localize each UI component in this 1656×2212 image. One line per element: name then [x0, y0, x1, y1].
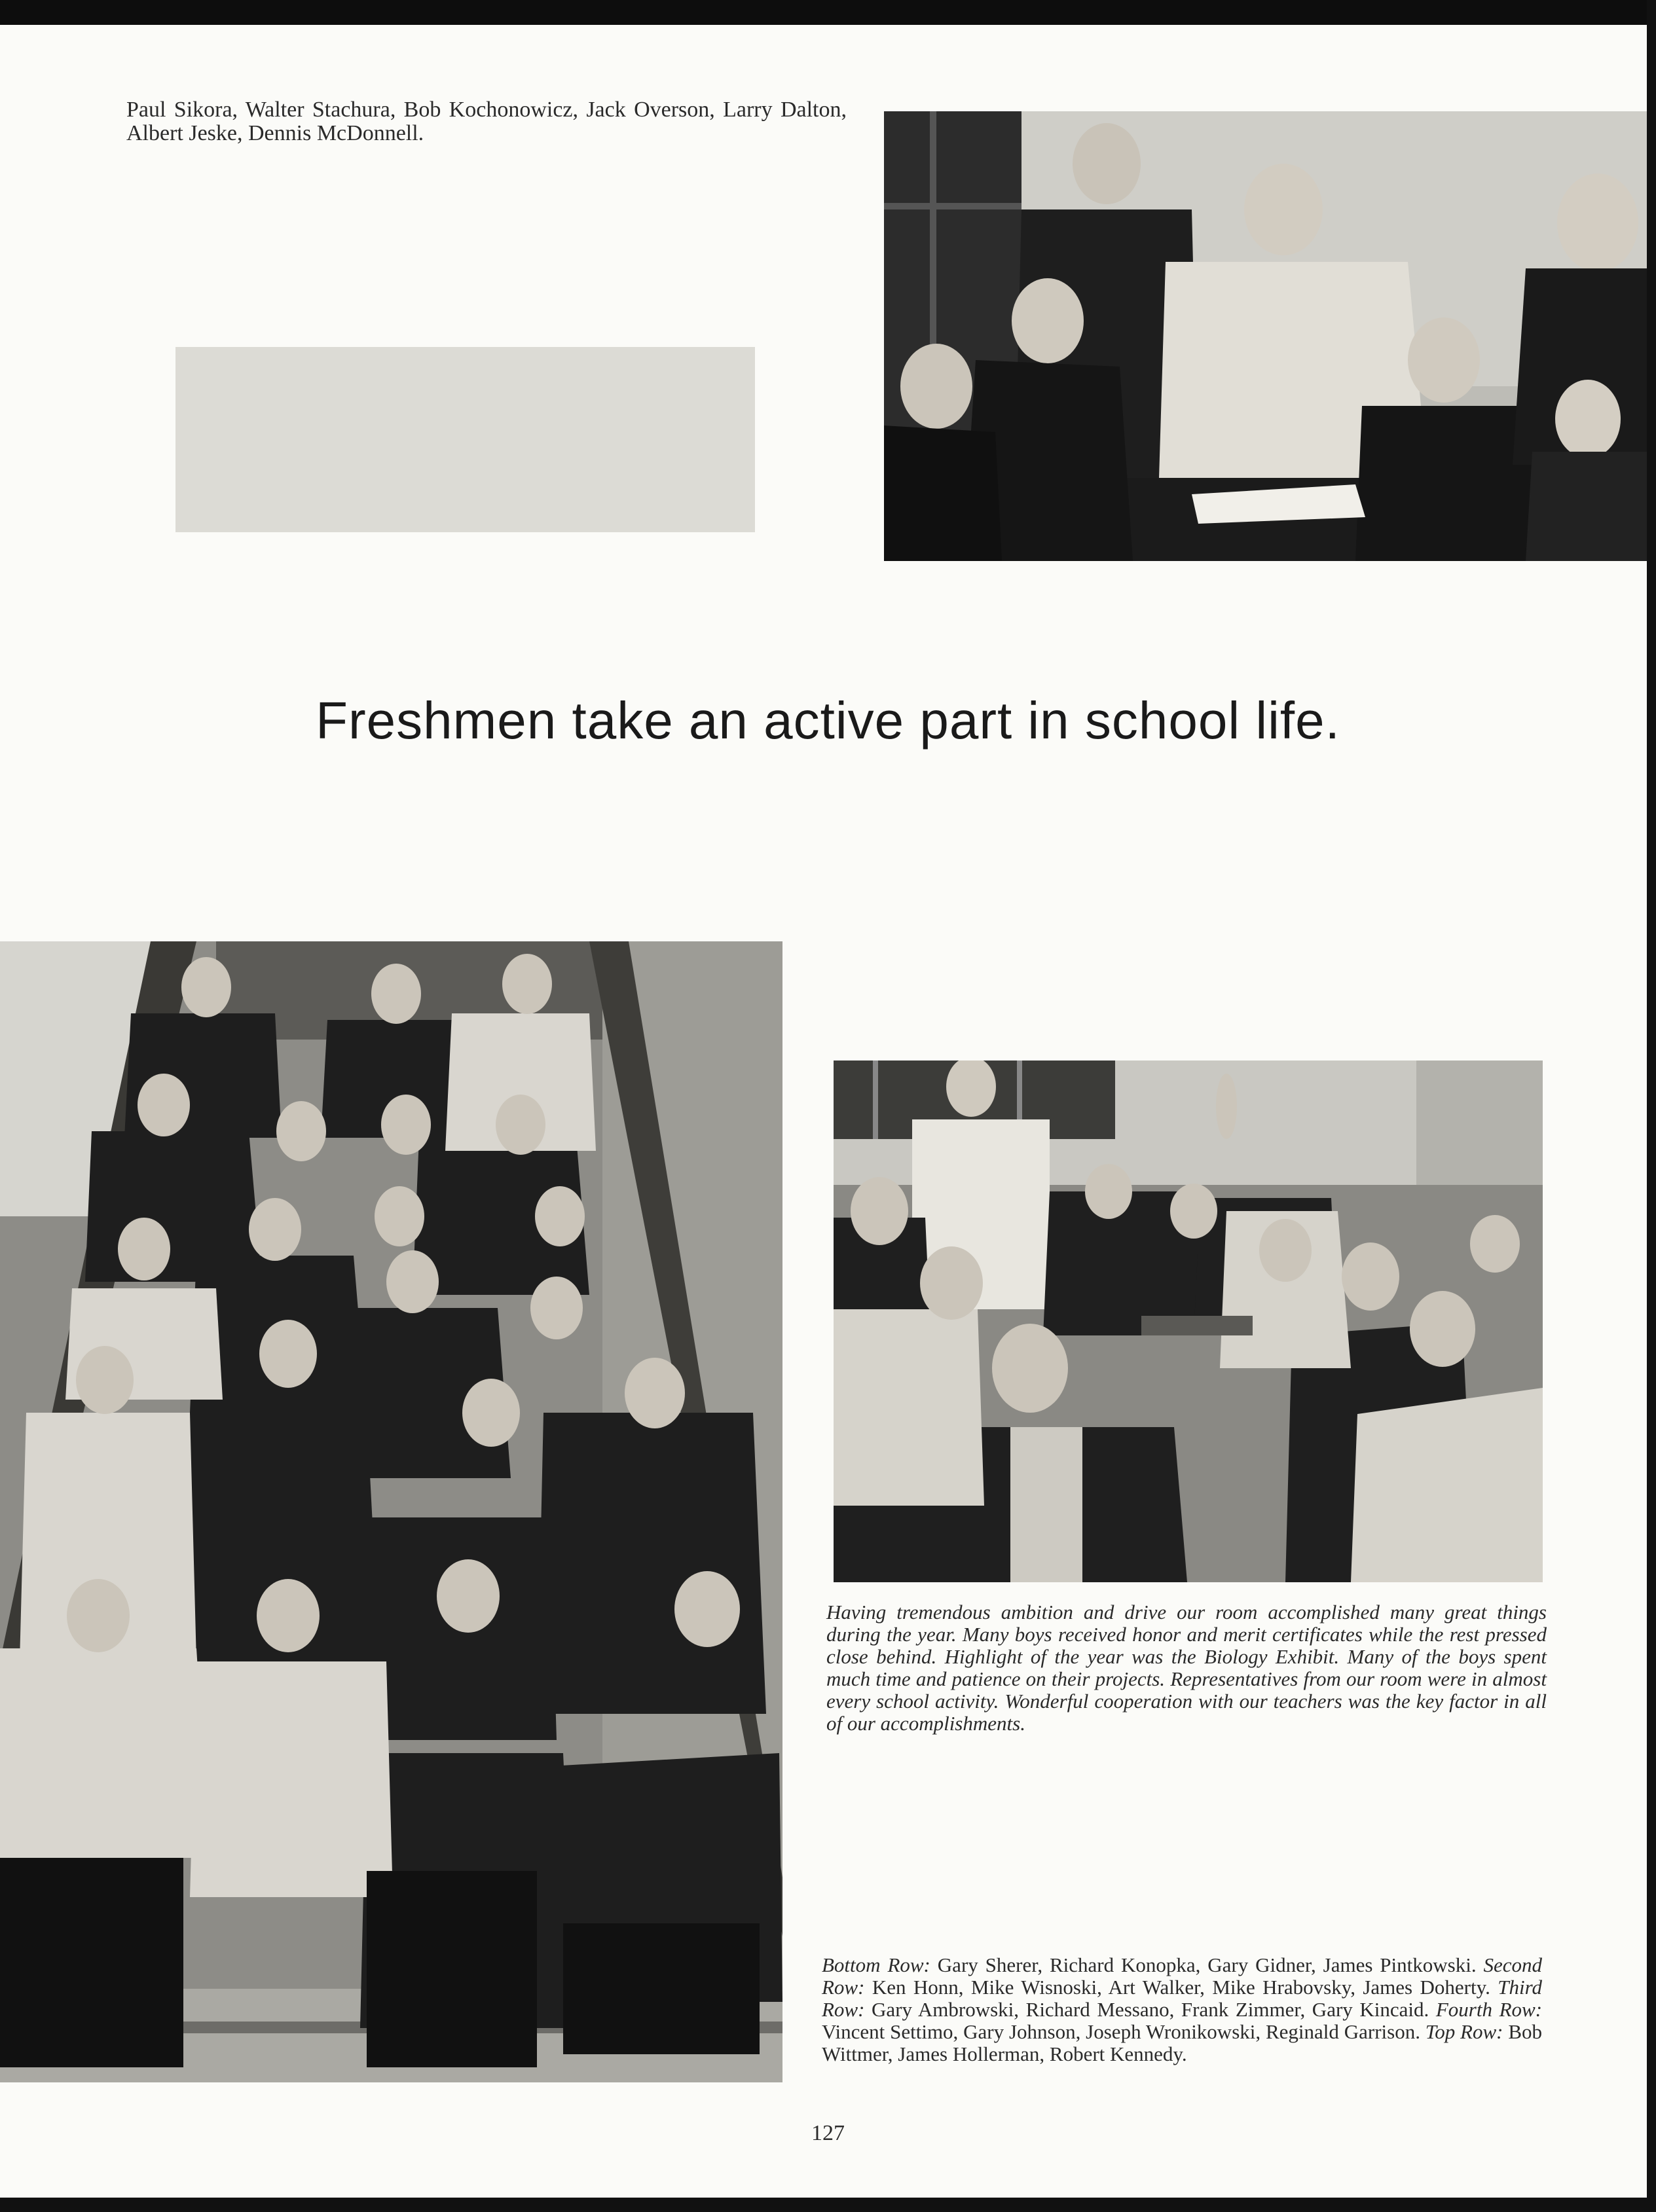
- row-names-caption: [822, 1954, 1542, 2065]
- top-row-names: Bob Wittmer, James Hollerman, Robert Kennedy.: [822, 2020, 1542, 2065]
- fourth-row-label: Fourth Row:: [1435, 1998, 1543, 2021]
- third-row-label: Third Row:: [822, 1976, 1543, 2021]
- top-row-label: Top Row:: [1425, 2020, 1503, 2043]
- second-row-names: Ken Honn, Mike Wisnoski, Art Walker, Mike Hrabovsky, James Doherty.: [872, 1976, 1490, 1999]
- bottom-row-names: Gary Sherer, Richard Konopka, Gary Gidner, James Pintkowski.: [937, 1953, 1477, 1976]
- headline: Freshmen take an active part in school life.: [316, 691, 1340, 750]
- third-row-names: Gary Ambrowski, Richard Messano, Frank Zimmer, Gary Kincaid.: [872, 1998, 1429, 2021]
- room-story-text: Having tremendous ambition and drive our room accomplished many great things during the year. Many boys received honor and merit certificates while the rest pressed close behind. Highlight of the year was the Biology Exhibit. Many of the boys spent much time and patience on their projects. Representatives from our room were in almost every school activity. Wonderful cooperation with our teachers was the key factor in all of our accomplishments.: [826, 1601, 1547, 1735]
- group-at-table-photo: [884, 111, 1647, 561]
- blank-photo-placeholder: [175, 347, 755, 532]
- classroom-photo: [834, 1061, 1543, 1582]
- page-number: 127: [811, 2121, 845, 2145]
- fourth-row-names: Vincent Settimo, Gary Johnson, Joseph Wronikowski, Reginald Garrison.: [822, 2020, 1420, 2043]
- students-on-stairs-photo: [0, 941, 782, 2082]
- second-row-label: Second Row:: [822, 1953, 1543, 1999]
- scan-border-bottom: [0, 2198, 1656, 2212]
- bottom-row-label: Bottom Row:: [822, 1953, 930, 1976]
- scan-border-right: [1647, 0, 1656, 2212]
- scan-border-top: [0, 0, 1656, 25]
- top-photo-caption: Paul Sikora, Walter Stachura, Bob Kochonowicz, Jack Overson, Larry Dalton, Albert Jeske, Dennis McDonnell.: [126, 98, 847, 145]
